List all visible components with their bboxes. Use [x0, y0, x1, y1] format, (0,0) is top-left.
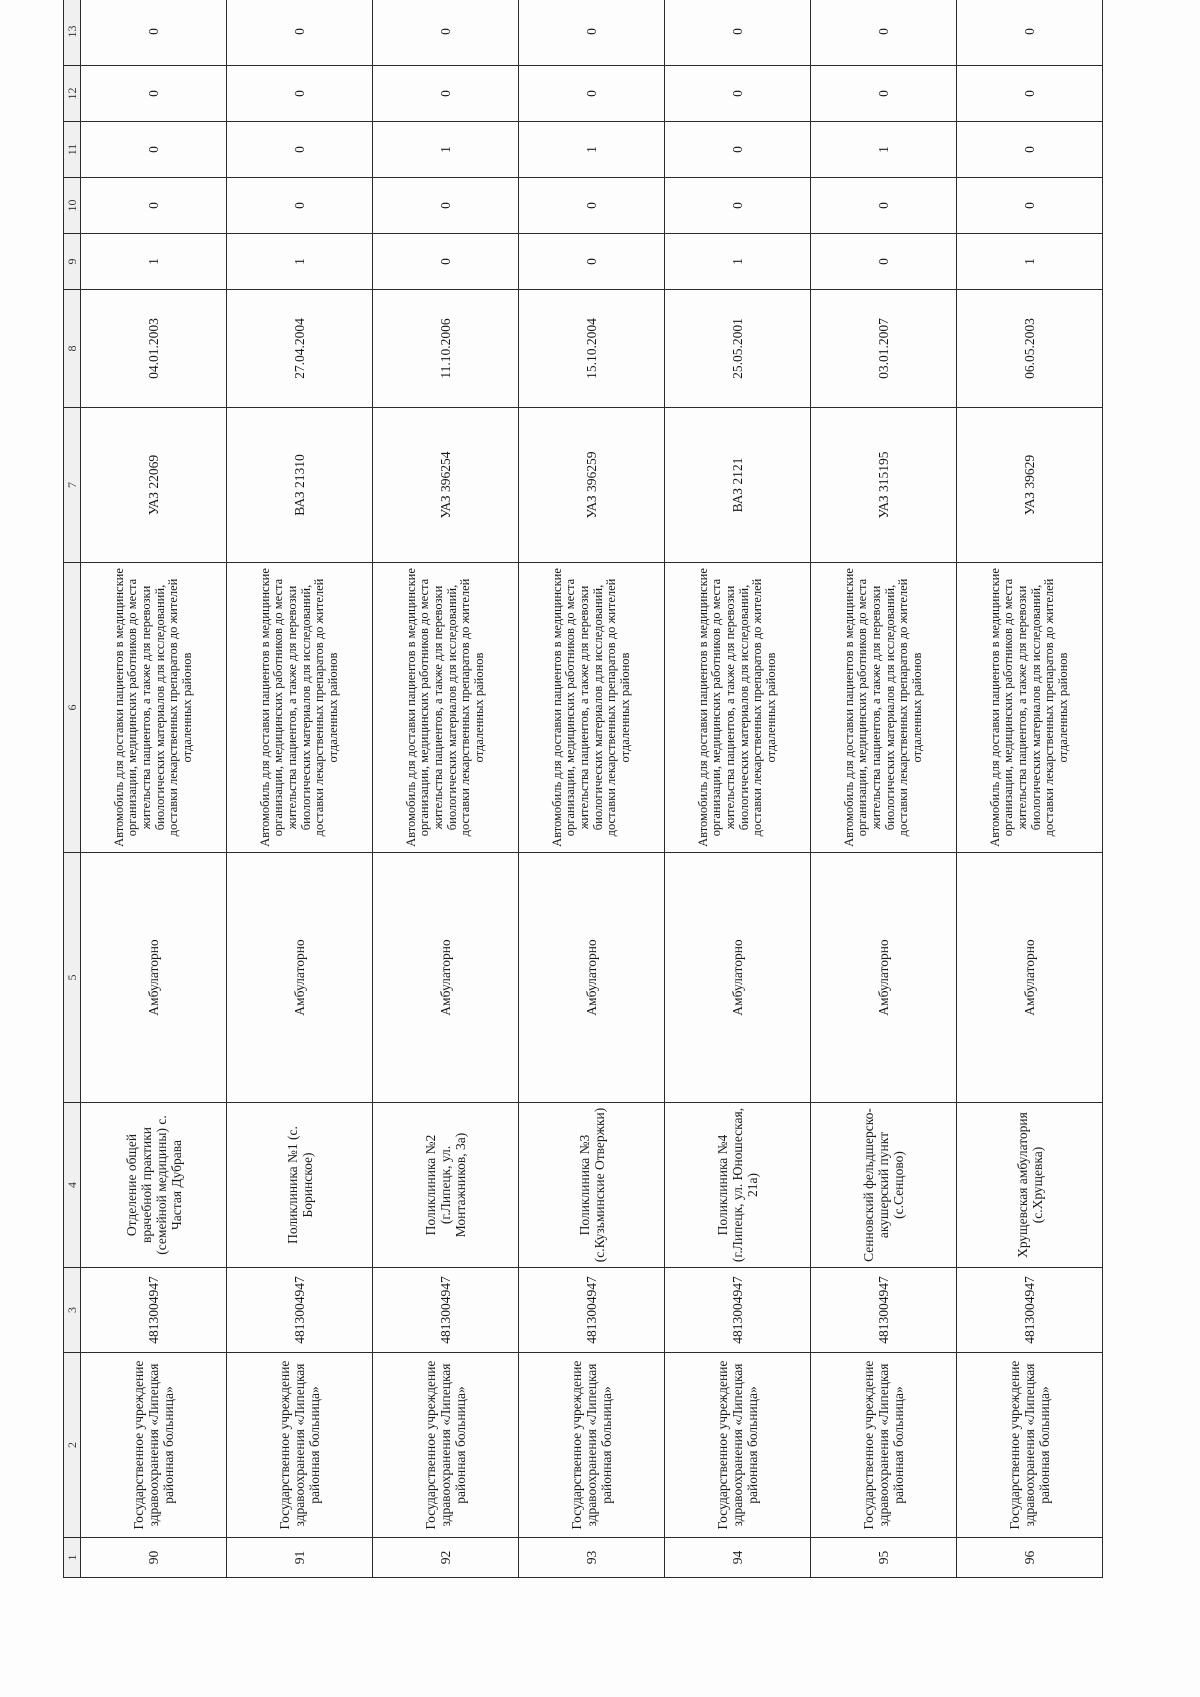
column-number: 13	[64, 0, 81, 66]
institution-name-cell: Государственное учреждение здравоохранения «Липецкая районная больница»	[373, 1353, 519, 1538]
care-form-cell: Амбулаторно	[811, 853, 957, 1103]
row-number-cell: 92	[373, 1538, 519, 1578]
table-row	[519, 0, 665, 1578]
count-col10-cell: 0	[227, 178, 373, 234]
count-col9-cell: 1	[227, 234, 373, 290]
column-number: 11	[64, 122, 81, 178]
count-col11-cell: 1	[373, 122, 519, 178]
institution-name-cell: Государственное учреждение здравоохранения «Липецкая районная больница»	[519, 1353, 665, 1538]
vehicle-purpose-cell: Автомобиль для доставки пациентов в медицинские организации, медицинских работников до места жительства пациентов, а также для перевозки биологических материалов для исследований, доставки лекарственных препаратов до жителей отдаленных районов	[957, 563, 1103, 853]
inn-cell: 4813004947	[81, 1268, 227, 1353]
count-col10-cell: 0	[957, 178, 1103, 234]
table-row	[81, 0, 227, 1578]
registration-date-cell: 03.01.2007	[811, 290, 957, 408]
table-row	[811, 0, 957, 1578]
inn-cell: 4813004947	[519, 1268, 665, 1353]
row-number-cell: 95	[811, 1538, 957, 1578]
vehicle-model-cell: УАЗ 396254	[373, 408, 519, 563]
care-form-cell: Амбулаторно	[957, 853, 1103, 1103]
vehicle-purpose-cell: Автомобиль для доставки пациентов в медицинские организации, медицинских работников до места жительства пациентов, а также для перевозки биологических материалов для исследований, доставки лекарственных препаратов до жителей отдаленных районов	[227, 563, 373, 853]
column-number: 1	[64, 1538, 81, 1578]
row-number-cell: 90	[81, 1538, 227, 1578]
count-col9-cell: 1	[957, 234, 1103, 290]
care-form-cell: Амбулаторно	[665, 853, 811, 1103]
column-number: 6	[64, 563, 81, 853]
registration-date-cell: 04.01.2003	[81, 290, 227, 408]
count-col13-cell: 0	[519, 0, 665, 66]
row-number-cell: 91	[227, 1538, 373, 1578]
table-row	[373, 0, 519, 1578]
institution-name-cell: Государственное учреждение здравоохранения «Липецкая районная больница»	[227, 1353, 373, 1538]
care-form-cell: Амбулаторно	[519, 853, 665, 1103]
inn-cell: 4813004947	[373, 1268, 519, 1353]
registration-date-cell: 06.05.2003	[957, 290, 1103, 408]
column-number: 4	[64, 1103, 81, 1268]
count-col10-cell: 0	[81, 178, 227, 234]
count-col12-cell: 0	[957, 66, 1103, 122]
inn-cell: 4813004947	[665, 1268, 811, 1353]
column-number: 10	[64, 178, 81, 234]
vehicle-model-cell: УАЗ 39629	[957, 408, 1103, 563]
vehicle-purpose-cell: Автомобиль для доставки пациентов в медицинские организации, медицинских работников до места жительства пациентов, а также для перевозки биологических материалов для исследований, доставки лекарственных препаратов до жителей отдаленных районов	[81, 563, 227, 853]
rotated-table-frame	[63, 25, 1103, 1578]
count-col12-cell: 0	[665, 66, 811, 122]
count-col11-cell: 0	[227, 122, 373, 178]
vehicle-model-cell: ВАЗ 21310	[227, 408, 373, 563]
registration-date-cell: 25.05.2001	[665, 290, 811, 408]
column-number-row	[64, 0, 81, 1578]
department-cell: Поликлиника №3 (с.Кузьминские Отвержки)	[519, 1103, 665, 1268]
column-number: 3	[64, 1268, 81, 1353]
count-col9-cell: 1	[81, 234, 227, 290]
vehicle-purpose-cell: Автомобиль для доставки пациентов в медицинские организации, медицинских работников до места жительства пациентов, а также для перевозки биологических материалов для исследований, доставки лекарственных препаратов до жителей отдаленных районов	[665, 563, 811, 853]
row-number-cell: 94	[665, 1538, 811, 1578]
department-cell: Поликлиника №1 (с. Боринское)	[227, 1103, 373, 1268]
inn-cell: 4813004947	[957, 1268, 1103, 1353]
column-number: 5	[64, 853, 81, 1103]
department-cell: Сенновский фельдшерско-акушерский пункт (с.Сенцово)	[811, 1103, 957, 1268]
column-number: 12	[64, 66, 81, 122]
table-row	[227, 0, 373, 1578]
vehicle-model-cell: УАЗ 22069	[81, 408, 227, 563]
institution-name-cell: Государственное учреждение здравоохранения «Липецкая районная больница»	[957, 1353, 1103, 1538]
count-col11-cell: 0	[957, 122, 1103, 178]
institution-name-cell: Государственное учреждение здравоохранения «Липецкая районная больница»	[811, 1353, 957, 1538]
vehicle-purpose-cell: Автомобиль для доставки пациентов в медицинские организации, медицинских работников до места жительства пациентов, а также для перевозки биологических материалов для исследований, доставки лекарственных препаратов до жителей отдаленных районов	[373, 563, 519, 853]
institution-name-cell: Государственное учреждение здравоохранения «Липецкая районная больница»	[665, 1353, 811, 1538]
count-col11-cell: 0	[665, 122, 811, 178]
registration-date-cell: 11.10.2006	[373, 290, 519, 408]
count-col11-cell: 1	[519, 122, 665, 178]
column-number: 9	[64, 234, 81, 290]
count-col9-cell: 0	[519, 234, 665, 290]
count-col10-cell: 0	[519, 178, 665, 234]
registration-date-cell: 15.10.2004	[519, 290, 665, 408]
care-form-cell: Амбулаторно	[227, 853, 373, 1103]
department-cell: Отделение общей врачебной практики (семейной медицины) с. Частая Дубрава	[81, 1103, 227, 1268]
count-col12-cell: 0	[811, 66, 957, 122]
vehicle-purpose-cell: Автомобиль для доставки пациентов в медицинские организации, медицинских работников до места жительства пациентов, а также для перевозки биологических материалов для исследований, доставки лекарственных препаратов до жителей отдаленных районов	[519, 563, 665, 853]
institution-name-cell: Государственное учреждение здравоохранения «Липецкая районная больница»	[81, 1353, 227, 1538]
vehicle-registry-table	[63, 0, 1103, 1578]
department-cell: Хрущевская амбулатория (с.Хрущевка)	[957, 1103, 1103, 1268]
count-col13-cell: 0	[227, 0, 373, 66]
vehicle-model-cell: ВАЗ 2121	[665, 408, 811, 563]
department-cell: Поликлиника №2 (г.Липецк, ул. Монтажников, 3а)	[373, 1103, 519, 1268]
count-col13-cell: 0	[665, 0, 811, 66]
row-number-cell: 96	[957, 1538, 1103, 1578]
count-col10-cell: 0	[811, 178, 957, 234]
count-col13-cell: 0	[811, 0, 957, 66]
inn-cell: 4813004947	[227, 1268, 373, 1353]
count-col12-cell: 0	[373, 66, 519, 122]
count-col11-cell: 0	[81, 122, 227, 178]
table-container	[63, 25, 1103, 1578]
count-col12-cell: 0	[81, 66, 227, 122]
care-form-cell: Амбулаторно	[373, 853, 519, 1103]
count-col11-cell: 1	[811, 122, 957, 178]
table-row	[957, 0, 1103, 1578]
vehicle-model-cell: УАЗ 315195	[811, 408, 957, 563]
column-number: 7	[64, 408, 81, 563]
care-form-cell: Амбулаторно	[81, 853, 227, 1103]
count-col10-cell: 0	[665, 178, 811, 234]
table-row	[665, 0, 811, 1578]
column-number: 8	[64, 290, 81, 408]
count-col12-cell: 0	[227, 66, 373, 122]
count-col9-cell: 0	[373, 234, 519, 290]
count-col12-cell: 0	[519, 66, 665, 122]
registration-date-cell: 27.04.2004	[227, 290, 373, 408]
count-col9-cell: 0	[811, 234, 957, 290]
vehicle-purpose-cell: Автомобиль для доставки пациентов в медицинские организации, медицинских работников до места жительства пациентов, а также для перевозки биологических материалов для исследований, доставки лекарственных препаратов до жителей отдаленных районов	[811, 563, 957, 853]
row-number-cell: 93	[519, 1538, 665, 1578]
inn-cell: 4813004947	[811, 1268, 957, 1353]
department-cell: Поликлиника №4 (г.Липецк, ул. Юношеская, 21а)	[665, 1103, 811, 1268]
vehicle-model-cell: УАЗ 396259	[519, 408, 665, 563]
count-col13-cell: 0	[957, 0, 1103, 66]
count-col9-cell: 1	[665, 234, 811, 290]
count-col13-cell: 0	[373, 0, 519, 66]
count-col13-cell: 0	[81, 0, 227, 66]
column-number: 2	[64, 1353, 81, 1538]
count-col10-cell: 0	[373, 178, 519, 234]
